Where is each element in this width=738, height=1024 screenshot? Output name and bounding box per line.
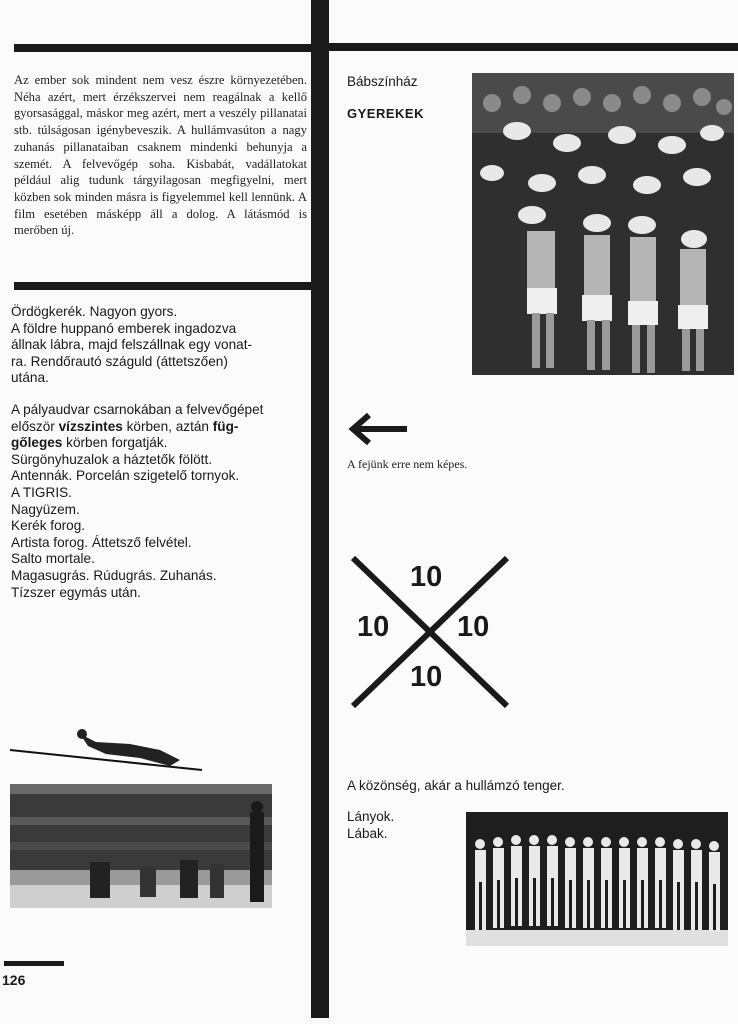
note-line: ra. Rendőrautó száguld (áttetszően) xyxy=(11,353,228,369)
note-line: Sürgönyhuzalok a háztetők fölött. xyxy=(11,451,213,467)
legs-label: Lábak. xyxy=(347,826,388,841)
note-line: Magasugrás. Rúdugrás. Zuhanás. xyxy=(11,567,217,583)
shot-notes xyxy=(11,304,307,601)
number-right: 10 xyxy=(457,611,490,643)
note-line: A TIGRIS. xyxy=(11,484,72,500)
note-line: Artista forog. Áttetsző felvétel. xyxy=(11,534,192,550)
vertical-divider xyxy=(311,0,329,1018)
note-line: állnak lábra, majd felszállnak egy vonat- xyxy=(11,337,253,353)
note-line: Salto mortale. xyxy=(11,551,95,567)
number-top: 10 xyxy=(410,561,443,593)
note-line: A földre huppanó emberek ingadozva xyxy=(11,320,237,336)
note-line: A pályaudvar csarnokában a felvevőgépet xyxy=(11,401,264,417)
note-line: Antennák. Porcelán szigetelő tornyok. xyxy=(11,468,240,484)
page-number: 126 xyxy=(2,972,26,988)
emphasis-horizontal: vízszintes xyxy=(58,418,123,434)
puppet-theatre-label: Bábszínház xyxy=(347,74,418,89)
note-line: utána. xyxy=(11,370,49,386)
note-line: gőleges körben forgatják. xyxy=(11,435,168,451)
arrow-caption: A fejünk erre nem képes. xyxy=(347,457,468,471)
number-left: 10 xyxy=(357,611,390,643)
page-number-rule xyxy=(4,961,64,966)
note-line: Tízszer egymás után. xyxy=(11,584,141,600)
high-jump-photo xyxy=(10,722,272,908)
left-arrow-icon xyxy=(347,412,411,448)
top-rule-right xyxy=(328,43,738,51)
girls-label: Lányok. xyxy=(347,809,395,824)
dancers-photo xyxy=(466,812,728,946)
children-photo xyxy=(472,73,734,375)
note-line: Ördögkerék. Nagyon gyors. xyxy=(11,304,178,319)
top-rule-left xyxy=(14,44,312,52)
audience-caption: A közönség, akár a hullámzó tenger. xyxy=(347,778,565,793)
note-line: Kerék forog. xyxy=(11,518,86,534)
number-bottom: 10 xyxy=(410,661,443,693)
emphasis-vertical: gőleges xyxy=(11,435,63,451)
note-line: először vízszintes körben, aztán füg- xyxy=(11,418,239,434)
note-line: Nagyüzem. xyxy=(11,501,80,517)
children-label: GYEREKEK xyxy=(347,106,424,121)
intro-paragraph: Az ember sok mindent nem vesz észre környezetében. Néha azért, mert érzékszervei nem reagálnak a kellő gyorsasággal, máskor meg azért, mert a veszély pillanatai stb. túlságosan igénybeveszik. A hullámvasúton a nagy zuhanás pillanataiban csaknem mindenki behunyja a szemét. A felvevőgép soha. Kisbabát, vadállatokat például alig tudunk tárgyilagosan megfigyelni, mert közben sok minden másra is figyelemmel kell lennünk. A film esetében másképp áll a dolog. A látásmód is merőben új. xyxy=(14,73,307,238)
mid-rule-left xyxy=(14,282,312,290)
